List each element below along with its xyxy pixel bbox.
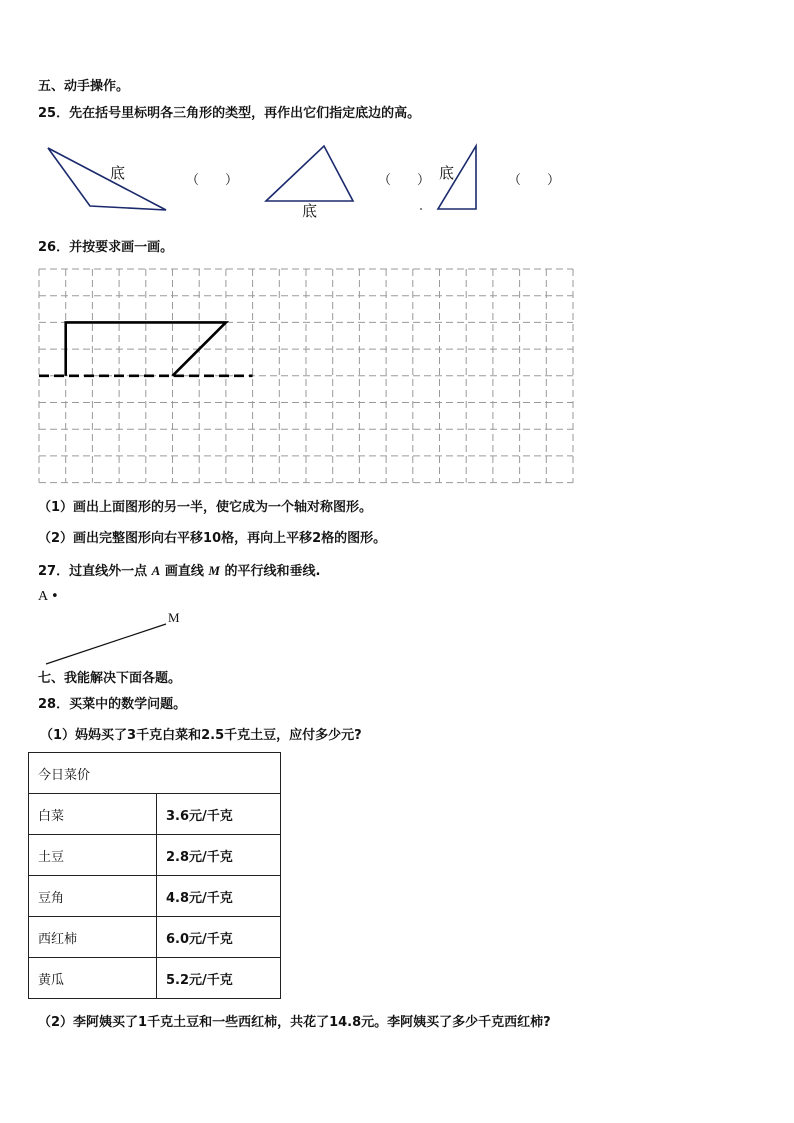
question-28-sub2: （2）李阿姨买了1千克土豆和一些西红柿，共花了14.8元。李阿姨买了多少千克西红柿? [38,1015,551,1030]
vegetable-name: 黄瓜 [29,958,157,999]
question-27-figure [0,584,794,674]
question-28-text: 28．买菜中的数学问题。 [38,697,187,712]
question-27-point-name: A [151,563,161,578]
vegetable-price: 6.0元/千克 [157,917,281,958]
triangle-acute [266,146,353,201]
triangle-3-bracket: （ ） [508,173,561,188]
question-25-text: 25．先在括号里标明各三角形的类型，再作出它们指定底边的高。 [38,106,421,121]
line-m [46,624,166,664]
table-row [29,835,281,876]
price-table-header: 今日菜价 [29,753,281,794]
question-28-sub1: （1）妈妈买了3千克白菜和2.5千克土豆，应付多少元? [40,728,362,743]
triangle-obtuse [48,148,166,210]
question-27-line-name: M [208,563,220,578]
question-27-suffix: 的平行线和垂线. [224,564,321,579]
point-a-label: A [38,589,49,604]
vegetable-name: 西红柿 [29,917,157,958]
question-27-middle: 画直线 [164,564,204,579]
vegetable-price: 4.8元/千克 [157,876,281,917]
line-m-label: M [168,610,180,625]
table-row [29,876,281,917]
vegetable-price: 5.2元/千克 [157,958,281,999]
question-25-figures [0,138,794,218]
vegetable-name: 白菜 [29,794,157,835]
table-row [29,958,281,999]
vegetable-price: 3.6元/千克 [157,794,281,835]
point-a-dot: • [51,589,59,604]
triangle-2-bracket: （ ） [378,173,431,188]
question-26-sub2: （2）画出完整图形向右平移10格，再向上平移2格的图形。 [38,531,387,546]
vegetable-name: 豆角 [29,876,157,917]
table-row [29,917,281,958]
question-26-text: 26．并按要求画一画。 [38,240,174,255]
vegetable-name: 土豆 [29,835,157,876]
price-table [28,752,281,999]
triangle-1-bracket: （ ） [186,173,239,188]
table-row [29,794,281,835]
drawing-grid [0,262,794,492]
question-27-text [38,563,320,580]
triangle-2-base-label: 底 [302,202,318,220]
section-5-title: 五、动手操作。 [38,79,130,94]
section-7-title: 七、我能解决下面各题。 [38,671,182,686]
triangle-1-base-label: 底 [110,164,126,182]
triangle-3-base-label: 底 [439,164,455,182]
question-26-sub1: （1）画出上面图形的另一半，使它成为一个轴对称图形。 [38,500,373,515]
vegetable-price: 2.8元/千克 [157,835,281,876]
price-table-header-row [29,753,281,794]
question-27-prefix: 27．过直线外一点 [38,564,148,579]
triangle-3-stray-dot [420,208,422,210]
